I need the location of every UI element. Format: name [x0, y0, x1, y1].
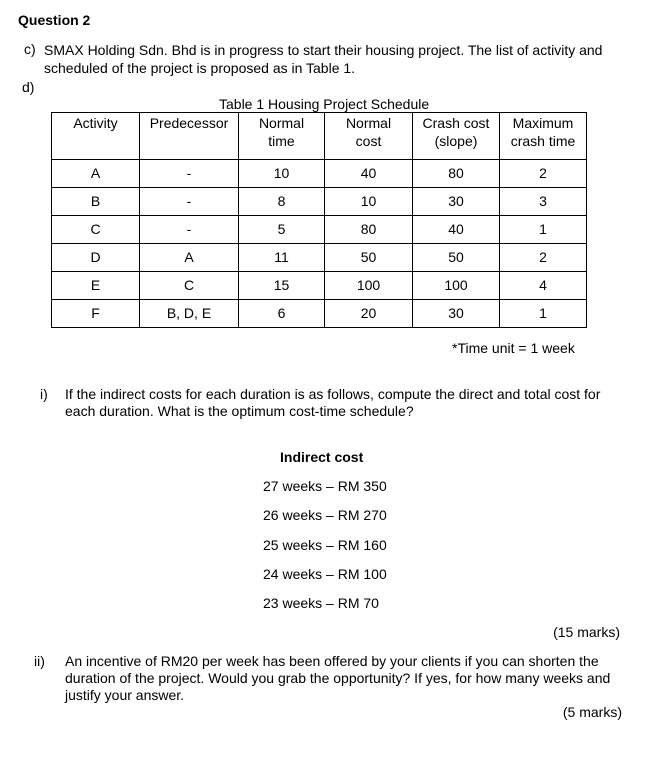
- table-cell: 80: [325, 216, 413, 244]
- question-title: Question 2: [18, 12, 91, 28]
- header-activity: Activity: [52, 113, 140, 160]
- table-cell: 10: [325, 188, 413, 216]
- table-cell: 1: [500, 216, 587, 244]
- table-cell: 100: [413, 272, 500, 300]
- part-i-marks: (15 marks): [553, 624, 620, 640]
- part-ii-label: ii): [34, 653, 45, 669]
- table-cell: F: [52, 300, 140, 328]
- indirect-cost-item: 27 weeks – RM 350: [263, 478, 387, 494]
- table-cell: 40: [413, 216, 500, 244]
- table-cell: -: [140, 216, 239, 244]
- table-cell: 50: [325, 244, 413, 272]
- table-cell: 20: [325, 300, 413, 328]
- table-cell: -: [140, 188, 239, 216]
- table-row: [52, 188, 587, 216]
- time-unit-note: *Time unit = 1 week: [452, 340, 575, 356]
- header-crash-cost: Crash cost (slope): [413, 113, 500, 160]
- table-cell: -: [140, 160, 239, 188]
- table-cell: 8: [239, 188, 325, 216]
- table-cell: 4: [500, 272, 587, 300]
- header-normal-time: Normal time: [239, 113, 325, 160]
- header-max-crash-time: Maximum crash time: [500, 113, 587, 160]
- table-cell: 50: [413, 244, 500, 272]
- table-cell: 2: [500, 160, 587, 188]
- table-cell: D: [52, 244, 140, 272]
- table-cell: 30: [413, 188, 500, 216]
- table-cell: 100: [325, 272, 413, 300]
- table-cell: 10: [239, 160, 325, 188]
- table-row: [52, 244, 587, 272]
- indirect-cost-item: 24 weeks – RM 100: [263, 566, 387, 582]
- table-cell: C: [140, 272, 239, 300]
- part-c-text: SMAX Holding Sdn. Bhd is in progress to start their housing project. The list of activity and scheduled of the project is proposed as in Table 1.: [44, 42, 603, 76]
- part-i-text: If the indirect costs for each duration is as follows, compute the direct and total cost for each duration. What is the optimum cost-time schedule?: [65, 386, 601, 419]
- table-row: [52, 272, 587, 300]
- table-row: [52, 300, 587, 328]
- table-header-row: [52, 113, 587, 160]
- part-c-label: c): [24, 41, 36, 57]
- table-cell: 40: [325, 160, 413, 188]
- table-cell: B, D, E: [140, 300, 239, 328]
- part-i-label: i): [40, 386, 48, 402]
- part-d-label: d): [22, 79, 35, 95]
- indirect-cost-item: 25 weeks – RM 160: [263, 537, 387, 553]
- indirect-cost-item: 26 weeks – RM 270: [263, 507, 387, 523]
- table-cell: 30: [413, 300, 500, 328]
- table-cell: C: [52, 216, 140, 244]
- table-row: [52, 216, 587, 244]
- indirect-cost-title: Indirect cost: [280, 449, 364, 465]
- header-predecessor: Predecessor: [140, 113, 239, 160]
- table-cell: E: [52, 272, 140, 300]
- schedule-table: [51, 112, 587, 328]
- table-cell: A: [140, 244, 239, 272]
- table-cell: 11: [239, 244, 325, 272]
- header-normal-cost: Normal cost: [325, 113, 413, 160]
- table-cell: B: [52, 188, 140, 216]
- table-cell: 2: [500, 244, 587, 272]
- table-caption: Table 1 Housing Project Schedule: [219, 96, 430, 112]
- table-cell: 1: [500, 300, 587, 328]
- table-cell: 3: [500, 188, 587, 216]
- table-row: [52, 160, 587, 188]
- indirect-cost-item: 23 weeks – RM 70: [263, 595, 379, 611]
- table-cell: 6: [239, 300, 325, 328]
- part-ii-marks: (5 marks): [562, 704, 622, 720]
- table-cell: 15: [239, 272, 325, 300]
- table-cell: 5: [239, 216, 325, 244]
- table-cell: A: [52, 160, 140, 188]
- table-cell: 80: [413, 160, 500, 188]
- part-ii-text: An incentive of RM20 per week has been offered by your clients if you can shorten the duration of the project. Would you grab the opportunity? If yes, for how many weeks and justify your answer.: [65, 653, 611, 703]
